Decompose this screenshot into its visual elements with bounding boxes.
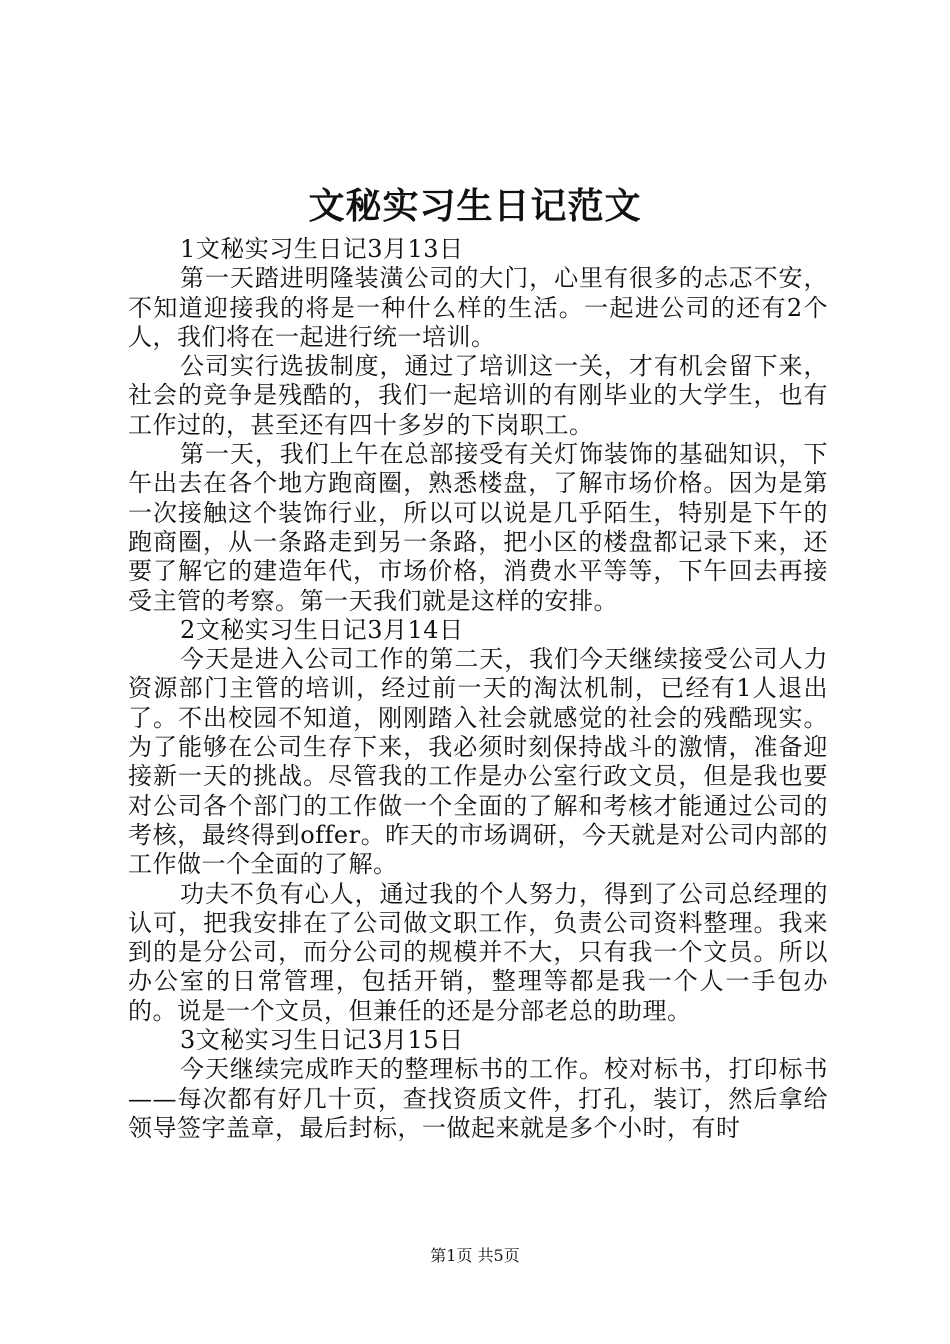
paragraph: 今天继续完成昨天的整理标书的工作。校对标书，打印标书——每次都有好几十页，查找资质文件，打孔，装订，然后拿给领导签字盖章，最后封标，一做起来就是多个小时，有时: [128, 1055, 828, 1142]
diary-entry-heading: 1文秘实习生日记3月13日: [180, 235, 464, 263]
document-body: [128, 235, 828, 1143]
paragraph: 功夫不负有心人，通过我的个人努力，得到了公司总经理的认可，把我安排在了公司做文职工作，负责公司资料整理。我来到的是分公司，而分公司的规模并不大，只有我一个文员。所以办公室的日常管理，包括开销，整理等都是我一个人一手包办的。说是一个文员，但兼任的还是分部老总的助理。: [128, 879, 828, 1025]
paragraph: 今天是进入公司工作的第二天，我们今天继续接受公司人力资源部门主管的培训，经过前一天的淘汰机制，已经有1人退出了。不出校园不知道，刚刚踏入社会就感觉的社会的残酷现实。为了能够在公司生存下来，我必须时刻保持战斗的激情，准备迎接新一天的挑战。尽管我的工作是办公室行政文员，但是我也要对公司各个部门的工作做一个全面的了解和考核才能通过公司的考核，最终得到offer。昨天的市场调研，今天就是对公司内部的工作做一个全面的了解。: [128, 645, 828, 879]
paragraph: 第一天踏进明隆装潢公司的大门，心里有很多的忐忑不安，不知道迎接我的将是一种什么样的生活。一起进公司的还有2个人，我们将在一起进行统一培训。: [128, 264, 828, 351]
diary-entry-heading: 3文秘实习生日记3月15日: [180, 1026, 464, 1055]
page-footer: 第1页 共5页: [430, 1246, 520, 1265]
document-title: 文秘实习生日记范文: [308, 185, 642, 227]
paragraph: 第一天，我们上午在总部接受有关灯饰装饰的基础知识，下午出去在各个地方跑商圈，熟悉楼盘，了解市场价格。因为是第一次接触这个装饰行业，所以可以说是几乎陌生，特别是下午的跑商圈，从一条路走到另一条路，把小区的楼盘都记录下来，还要了解它的建造年代，市场价格，消费水平等等，下午回去再接受主管的考察。第一天我们就是这样的安排。: [128, 440, 828, 615]
diary-entry-heading: 2文秘实习生日记3月14日: [180, 615, 464, 644]
paragraph: 公司实行选拔制度，通过了培训这一关，才有机会留下来，社会的竞争是残酷的，我们一起培训的有刚毕业的大学生，也有工作过的，甚至还有四十多岁的下岗职工。: [128, 352, 828, 439]
